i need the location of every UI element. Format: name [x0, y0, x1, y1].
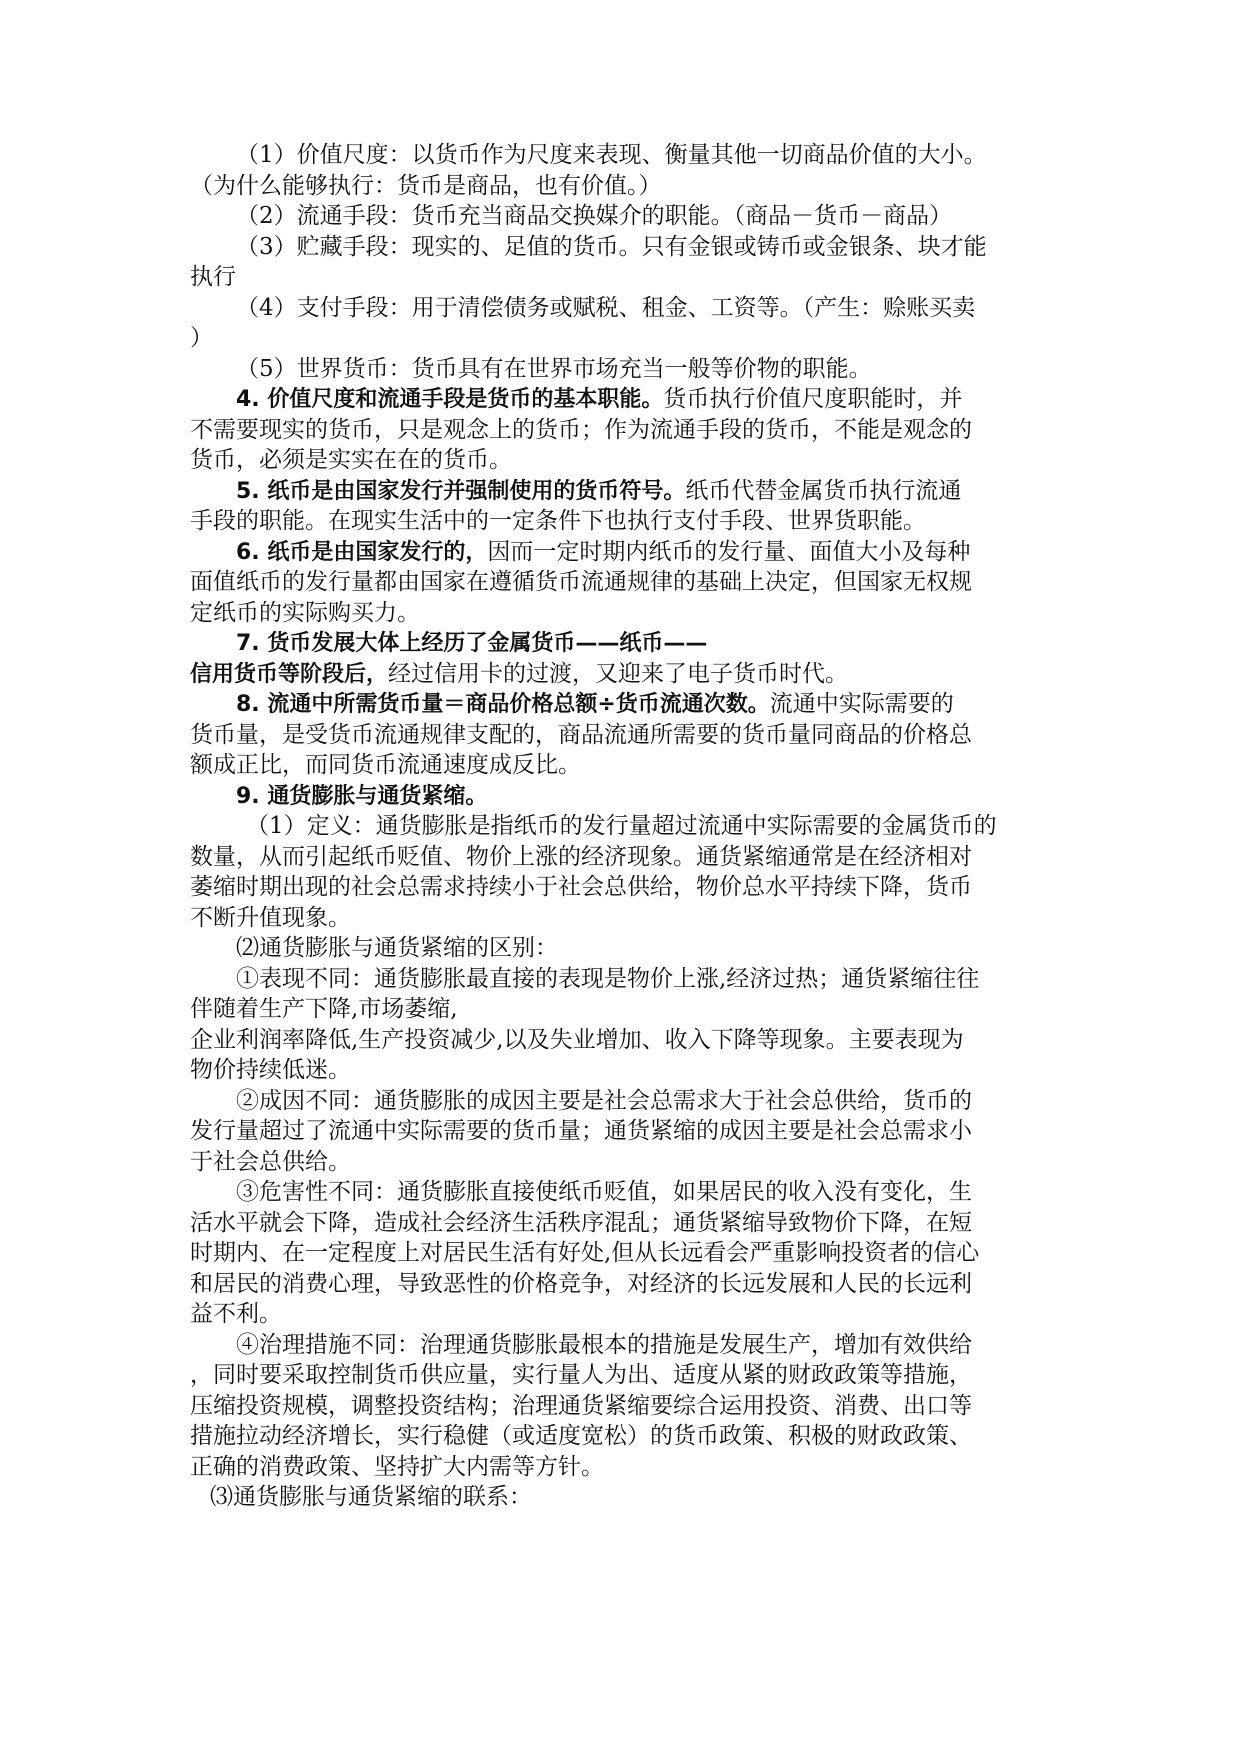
line-text: 活水平就会下降，造成社会经济生活秩序混乱；通货紧缩导致物价下降，在短 [190, 1209, 972, 1236]
line-text: ，同时要采取控制货币供应量，实行量人为出、适度从紧的财政政策等措施， [190, 1362, 972, 1388]
text-line [190, 964, 1060, 995]
text-line [190, 415, 1060, 446]
text-line [190, 994, 1060, 1025]
line-text: 于社会总供给。 [190, 1148, 351, 1175]
document-page [190, 140, 1060, 1513]
line-text: 伴随着生产下降,市场萎缩, [190, 996, 458, 1022]
line-text: 萎缩时期出现的社会总需求持续小于社会总供给，物价总水平持续下降，货币 [190, 874, 972, 900]
text-line [190, 232, 1060, 263]
line-text: 数量，从而引起纸币贬值、物价上涨的经济现象。通货紧缩通常是在经济相对 [190, 843, 972, 870]
line-text: 不断升值现象。 [190, 904, 351, 931]
bold-heading: 9. 通货膨胀与通货紧缩。 [236, 783, 488, 809]
text-line [190, 1086, 1060, 1117]
text-line [190, 537, 1060, 568]
text-line [190, 1452, 1060, 1483]
line-text: ⑶通货膨胀与通货紧缩的联系： [210, 1484, 532, 1510]
line-text: ②成因不同：通货膨胀的成因主要是社会总需求大于社会总供给，货币的 [236, 1087, 972, 1114]
bold-heading: 4. 价值尺度和流通手段是货币的基本职能。 [236, 387, 664, 412]
line-text: 货币，必须是实实在在的货币。 [190, 447, 512, 473]
text-line [190, 1177, 1060, 1208]
text-line [190, 1147, 1060, 1178]
text-line [190, 1421, 1060, 1452]
line-text: 面值纸币的发行量都由国家在遵循货币流通规律的基础上决定，但国家无权规 [190, 569, 972, 595]
line-text: 企业利润率降低,生产投资减少,以及失业增加、收入下降等现象。主要表现为 [190, 1026, 964, 1053]
line-text: ⑵通货膨胀与通货紧缩的区别： [236, 935, 558, 961]
line-text: 纸币代替金属货币执行流通 [685, 477, 962, 504]
line-text: （3）贮藏手段：现实的、足值的货币。只有金银或铸币或金银条、块才能 [236, 233, 987, 260]
line-text: 货币量，是受货币流通规律支配的，商品流通所需要的货币量同商品的价格总 [190, 721, 972, 748]
line-text: ③危害性不同：通货膨胀直接使纸币贬值，如果居民的收入没有变化，生 [236, 1179, 972, 1205]
text-line [190, 384, 1060, 415]
text-line [190, 1330, 1060, 1361]
line-text: 正确的消费政策、坚持扩大内需等方针。 [190, 1453, 604, 1480]
line-text: ④治理措施不同：治理通货膨胀最根本的措施是发展生产，增加有效供给 [236, 1331, 972, 1358]
line-text: 发行量超过了流通中实际需要的货币量；通货紧缩的成因主要是社会总需求小 [190, 1118, 972, 1144]
line-text: 手段的职能。在现实生活中的一定条件下也执行支付手段、世界货职能。 [190, 508, 926, 534]
line-text: （为什么能够执行：货币是商品，也有价值。） [190, 172, 662, 199]
text-line [190, 171, 1060, 202]
bold-heading: 信用货币等阶段后， [190, 661, 389, 687]
text-line [190, 842, 1060, 873]
line-text: 压缩投资规模，调整投资结构；治理通货紧缩要综合运用投资、消费、出口等 [190, 1392, 972, 1419]
text-line [190, 659, 1060, 690]
bold-heading: 5. 纸币是由国家发行并强制使用的货币符号。 [236, 478, 686, 504]
line-text: （2）流通手段：货币充当商品交换媒介的职能。（商品－货币－商品） [236, 203, 953, 229]
text-line [190, 1360, 1060, 1391]
text-line [190, 872, 1060, 903]
text-line [190, 903, 1060, 934]
text-line [190, 262, 1060, 293]
text-line [190, 293, 1060, 324]
line-text: ①表现不同：通货膨胀最直接的表现是物价上涨,经济过热；通货紧缩往往 [236, 965, 980, 992]
text-line [190, 750, 1060, 781]
text-line [190, 720, 1060, 751]
text-line [190, 1208, 1060, 1239]
line-text: （1）价值尺度：以货币作为尺度来表现、衡量其他一切商品价值的大小。 [236, 142, 987, 168]
bold-heading: 8. 流通中所需货币量＝商品价格总额÷货币流通次数。 [236, 692, 770, 717]
line-text: 和居民的消费心理，导致恶性的价格竞争，对经济的长远发展和人民的长远利 [190, 1270, 972, 1297]
text-line [190, 689, 1060, 720]
text-line [190, 1025, 1060, 1056]
text-line [190, 506, 1060, 537]
text-line [190, 476, 1060, 507]
bold-heading: 7. 货币发展大体上经历了金属货币——纸币—— [236, 631, 708, 656]
text-line [190, 628, 1060, 659]
text-line [190, 1269, 1060, 1300]
text-line [190, 781, 1060, 812]
line-text: （4）支付手段：用于清偿债务或赋税、租金、工资等。（产生：赊账买卖 [236, 294, 976, 321]
text-line [190, 354, 1060, 385]
line-text: 流通中实际需要的 [769, 691, 954, 717]
text-line [190, 933, 1060, 964]
bold-heading: 6. 纸币是由国家发行的， [236, 539, 488, 565]
text-line [190, 567, 1060, 598]
text-line [190, 1238, 1060, 1269]
line-text: 物价持续低迷。 [190, 1057, 351, 1083]
text-line [190, 1299, 1060, 1330]
line-text: 货币执行价值尺度职能时，并 [663, 386, 963, 412]
text-line [190, 140, 1060, 171]
line-text: （5）世界货币：货币具有在世界市场充当一般等价物的职能。 [236, 355, 872, 382]
line-text: 定纸币的实际购买力。 [190, 599, 420, 626]
text-line [190, 1482, 1060, 1513]
line-text: 额成正比，而同货币流通速度成反比。 [190, 752, 581, 778]
line-text: （1）定义：通货膨胀是指纸币的发行量超过流通中实际需要的金属货币的 [246, 813, 997, 839]
line-text: 因而一定时期内纸币的发行量、面值大小及每种 [487, 538, 971, 565]
line-text: 益不利。 [190, 1301, 282, 1327]
line-text: 不需要现实的货币，只是观念上的货币；作为流通手段的货币，不能是观念的 [190, 416, 972, 443]
text-line [190, 1055, 1060, 1086]
line-text: ） [190, 325, 213, 351]
line-text: 时期内、在一定程度上对居民生活有好处,但从长远看会严重影响投资者的信心 [190, 1240, 980, 1266]
text-line [190, 598, 1060, 629]
text-line [190, 1391, 1060, 1422]
text-line [190, 445, 1060, 476]
text-line [190, 1116, 1060, 1147]
line-text: 执行 [190, 264, 236, 290]
line-text: 经过信用卡的过渡，又迎来了电子货币时代。 [388, 660, 849, 687]
text-line [190, 811, 1060, 842]
text-line [190, 201, 1060, 232]
text-line [190, 323, 1060, 354]
line-text: 措施拉动经济增长，实行稳健（或适度宽松）的货币政策、积极的财政政策、 [190, 1423, 972, 1449]
